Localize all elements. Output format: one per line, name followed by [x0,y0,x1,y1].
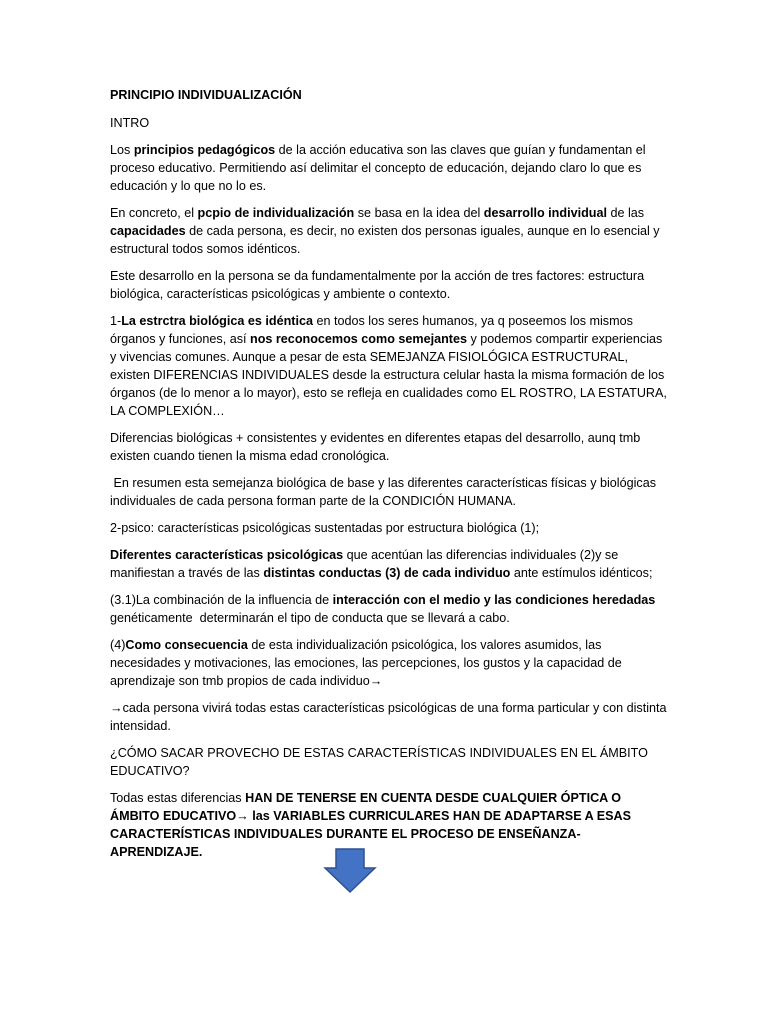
paragraph-three-factors: Este desarrollo en la persona se da fundamentalmente por la acción de tres factores: estructura biológica, características psicológicas y ambiente o contexto. [110,269,645,301]
paragraph-question: ¿CÓMO SACAR PROVECHO DE ESTAS CARACTERÍSTICAS INDIVIDUALES EN EL ÁMBITO EDUCATIVO? [110,746,648,778]
paragraph-consequence: (4)Como consecuencia de esta individualización psicológica, los valores asumidos, las necesidades y motivaciones, las emociones, las percepciones, los gustos y la capacidad de aprendizaje son tmb propios de cada individuo→ [110,638,622,688]
down-arrow-icon [323,848,377,894]
paragraph-individualization: En concreto, el pcpio de individualización se basa en la idea del desarrollo individual de las capacidades de cada persona, es decir, no existen dos personas iguales, aunque en lo esencial y estructural todos somos idénticos. [110,206,660,256]
document-title: PRINCIPIO INDIVIDUALIZACIÓN [110,88,302,102]
paragraph-conclusion: Todas estas diferencias HAN DE TENERSE EN CUENTA DESDE CUALQUIER ÓPTICA O ÁMBITO EDUCATIVO→ las VARIABLES CURRICULARES HAN DE ADAPTARSE A ESAS CARACTERÍSTICAS INDIVIDUALES DURANTE EL PROCESO DE ENSEÑANZA-APRENDIZAJE. [110,791,632,859]
paragraph-psychological: 2-psico: características psicológicas sustentadas por estructura biológica (1); [110,521,540,535]
paragraph-intensity: →cada persona vivirá todas estas características psicológicas de una forma particular y con distinta intensidad. [110,701,667,733]
paragraph-principles: Los principios pedagógicos de la acción educativa son las claves que guían y fundamentan el proceso educativo. Permitiendo así delimitar el concepto de educación, dejando claro lo que es educación y lo que no lo es. [110,143,646,193]
paragraph-biological-structure: 1-La estrctra biológica es idéntica en todos los seres humanos, ya q poseemos los mismos órganos y funciones, así nos reconocemos como semejantes y podemos compartir experiencias y vivencias comunes. Aunque a pesar de esta SEMEJANZA FISIOLÓGICA ESTRUCTURAL, existen DIFERENCIAS INDIVIDUALES desde la estructura celular hasta la misma formación de los órganos (de lo menor a lo mayor), esto se refleja en cualidades como EL ROSTRO, LA ESTATURA, LA COMPLEXIÓN… [110,314,667,418]
paragraph-psychological-traits: Diferentes características psicológicas que acentúan las diferencias individuales (2)y se manifiestan a través de las distintas conductas (3) de cada individuo ante estímulos idénticos; [110,548,653,580]
paragraph-interaction: (3.1)La combinación de la influencia de interacción con el medio y las condiciones heredadas genéticamente determinarán el tipo de conducta que se llevará a cabo. [110,593,659,625]
intro-heading: INTRO [110,116,150,130]
paragraph-biological-differences: Diferencias biológicas + consistentes y evidentes en diferentes etapas del desarrollo, aunq tmb existen cuando tienen la misma edad cronológica. [110,431,641,463]
paragraph-summary: En resumen esta semejanza biológica de base y las diferentes características físicas y biológicas individuales de cada persona forman parte de la CONDICIÓN HUMANA. [110,476,660,508]
